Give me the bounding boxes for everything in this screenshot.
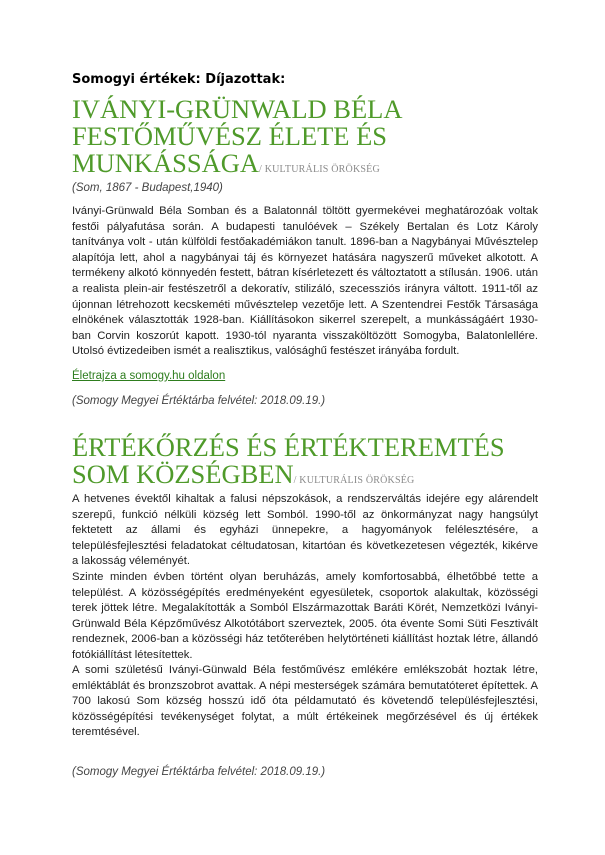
biography-link[interactable]: Életrajza a somogy.hu oldalon xyxy=(72,370,226,382)
section2-title-text: ÉRTÉKŐRZÉS ÉS ÉRTÉKTEREMTÉS SOM KÖZSÉGBEN xyxy=(72,432,505,489)
section2-paragraph-2: Szinte minden évben történt olyan beruházás, amely komfortosabbá, élhetőbbé tette a települést. A közösségépítés eredményeként egyesületek, csoportok alakultak, közösségi terek jöttek létre. Megalakították a Somból Elszármazottak Baráti Körét, Nemzetközi Iványi-Grünwald Béla Képzőművész Alkotótábort szerveztek, 2005. óta évente Somi Süti Fesztivált rendeznek, 2006-ban a közösségi ház tetőterében helytörténeti kiállítást hoztak létre, állandó fotókiállítást létesítettek. xyxy=(72,571,538,661)
section2-paragraph-1: A hetvenes évektől kihaltak a falusi népszokások, a rendszerváltás idejére egy alárendelt szerepű, funkció nélküli község lett Somból. 1990-től az önkormányzat nagy hangsúlyt fektetett az állami és egyházi ünnepekre, a hagyományok felélesztésére, a településfejlesztési feladatokat céltudatosan, kitartóan és következetesen végezték, kikérve a lakosság véleményét. xyxy=(72,493,538,568)
section2-note: (Somogy Megyei Értéktárba felvétel: 2018.09.19.) xyxy=(72,766,326,778)
section1-category: / KULTURÁLIS ÖRÖKSÉG xyxy=(259,164,380,175)
section1-body: Iványi-Grünwald Béla Somban és a Balatonnál töltött gyermekévei meghatározóak voltak festői pályafutása során. A budapesti tanulóévek – Székely Bertalan és Lotz Károly tanítványa volt - után külföldi festőakadémiákon tanult. 1896-ban a Nagybányai Művésztelep alapítója lett, ahol a nagybányai táj és környezet hatására nagyszerű műveket alkotott. A termékeny alkotó könnyedén festett, bátran kísérletezett és változtatott a stílusán. 1906. után a realista plein-air festészetről a dekoratív, stilizáló, szecessziós irányra váltott. 1911-től az újonnan létrehozott kecskeméti művésztelep vezetője lett. A Szentendrei Festők Társasága elnökének választották 1928-ban. Kiállításokon sikerrel szerepelt, a munkásságáért 1930-ban Corvin koszorút kapott. 1930-tól nyaranta visszaköltözött Somogyba, Balatonlellére. Utolsó évtizedeiben ismét a realisztikus, valósághű festészet irányába fordult. xyxy=(72,205,538,358)
section1-title xyxy=(72,96,542,183)
section1-note: (Somogy Megyei Értéktárba felvétel: 2018.09.19.) xyxy=(72,395,326,407)
section1-title-text: IVÁNYI-GRÜNWALD BÉLA FESTŐMŰVÉSZ ÉLETE ÉS MUNKÁSSÁGA xyxy=(72,94,401,178)
section2-title xyxy=(72,434,542,494)
section1-subtitle: (Som, 1867 - Budapest,1940) xyxy=(72,182,223,194)
section2-category: / KULTURÁLIS ÖRÖKSÉG xyxy=(293,475,415,486)
page-header: Somogyi értékek: Díjazottak: xyxy=(72,72,286,87)
section2-paragraph-3: A somi születésű Iványi-Günwald Béla festőművész emlékére emlékszobát hoztak létre, emléktáblát és bronzszobrot avattak. A népi mesterségek számára bemutatóteret építettek. A 700 lakosú Som község hosszú idő óta példamutató és követendő településfejlesztési, közösségépítési tevékenységet folytat, a múlt értékeinek megőrzésével és új értékek teremtésével. xyxy=(72,664,538,739)
